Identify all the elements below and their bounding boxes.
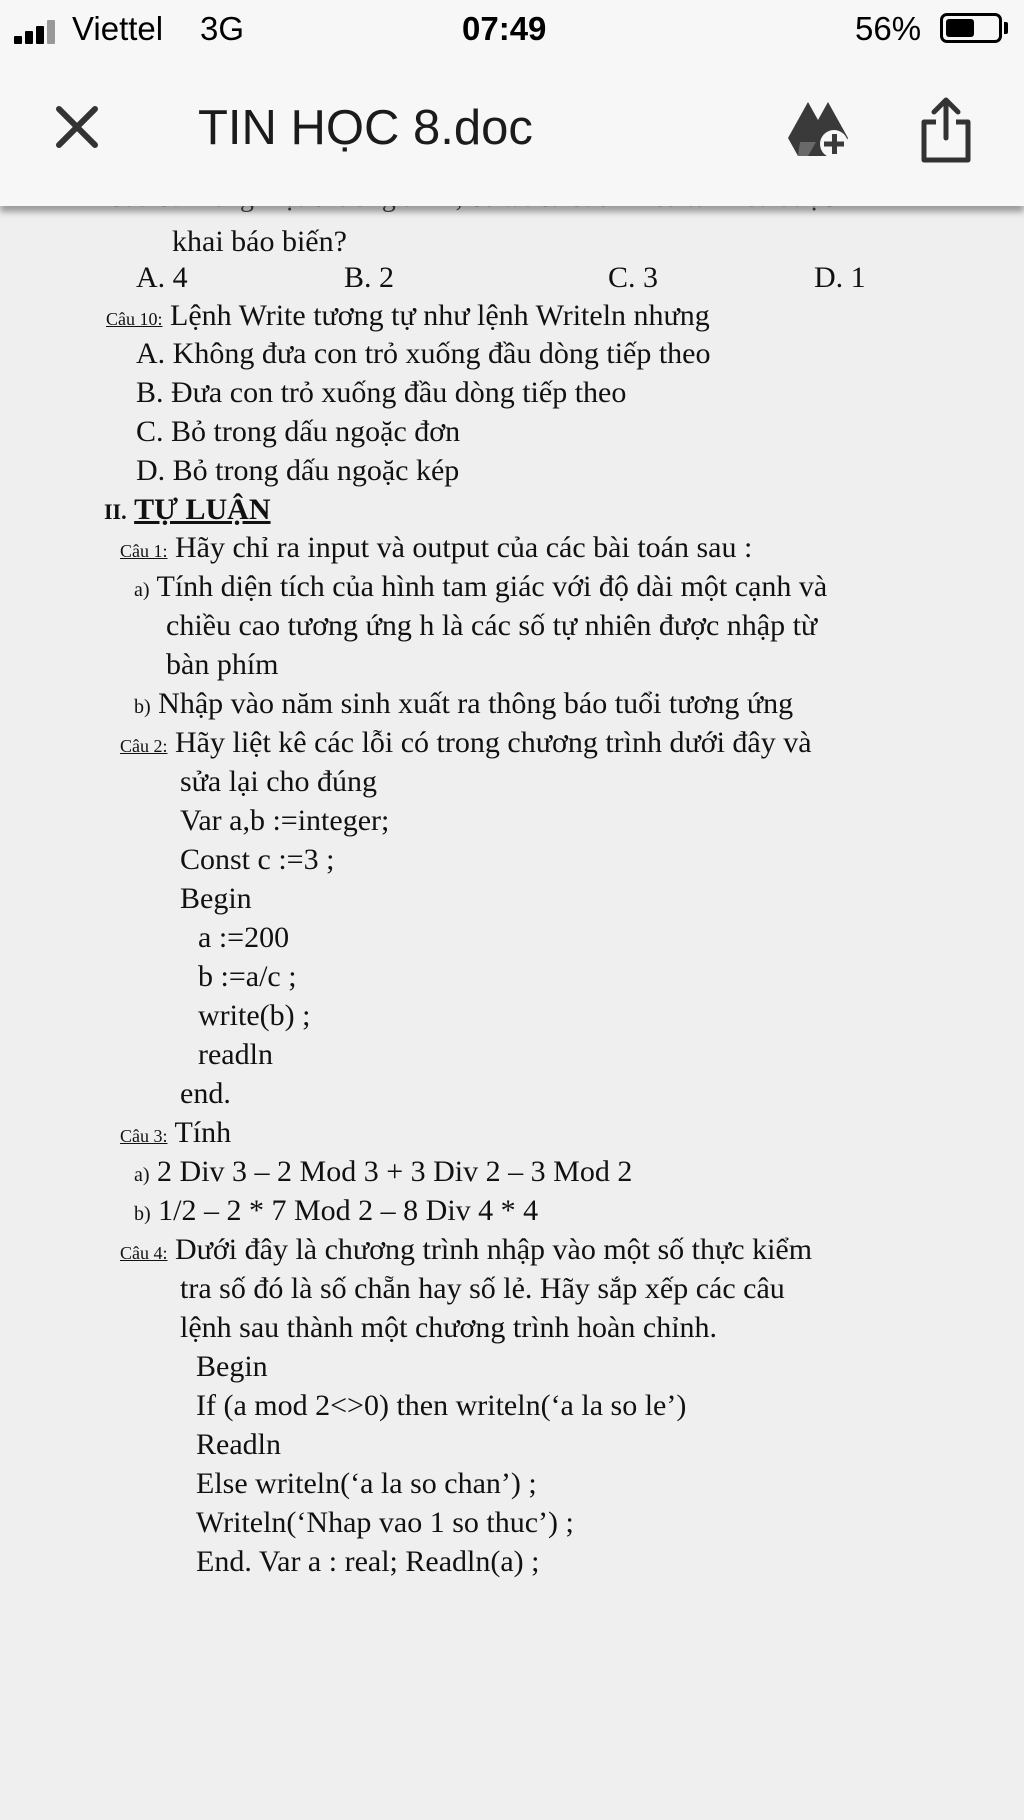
essay-2-line-2: sửa lại cho đúng: [180, 765, 378, 798]
status-bar: [0, 0, 1024, 60]
document-viewer[interactable]: [0, 206, 1024, 1820]
clock: 07:49: [462, 10, 547, 47]
question-9-continuation: khai báo biến?: [172, 225, 347, 258]
code-line: Writeln(‘Nhap vao 1 so thuc’) ;: [196, 1506, 574, 1539]
essay-3a: [134, 1152, 632, 1195]
question-text: Tính: [174, 1116, 232, 1149]
battery-level-fill: [946, 19, 974, 37]
essay-question-3: [120, 1113, 231, 1156]
item-text: 1/2 – 2 * 7 Mod 2 – 8 Div 4 * 4: [158, 1194, 539, 1227]
code-line: Else writeln(‘a la so chan’) ;: [196, 1467, 537, 1500]
code-line: End. Var a : real; Readln(a) ;: [196, 1545, 540, 1578]
battery-icon: [940, 13, 1002, 43]
question-label: Câu 10:: [106, 309, 163, 329]
essay-question-1: [120, 528, 752, 571]
code-line: write(b) ;: [198, 999, 311, 1032]
item-label: b): [134, 1203, 151, 1225]
essay-1a-line-2: chiều cao tương ứng h là các số tự nhiên được nhập từ: [166, 609, 818, 642]
code-line: Begin: [180, 882, 252, 915]
battery-tip: [1004, 22, 1008, 34]
document-toolbar: [0, 60, 1024, 206]
cut-off-line: [106, 206, 926, 216]
section-heading: [104, 490, 271, 531]
code-line: Readln: [196, 1428, 281, 1461]
question-text: Lệnh Write tương tự như lệnh Writeln nhưng: [170, 299, 710, 332]
code-line: Begin: [196, 1350, 268, 1383]
question-10: [106, 296, 710, 339]
essay-1b: [134, 684, 793, 727]
signal-strength-icon: [14, 20, 64, 44]
essay-1a-line-3: bàn phím: [166, 648, 279, 681]
question-text: Hãy chỉ ra input và output của các bài toán sau :: [175, 531, 753, 564]
network-type: 3G: [200, 10, 245, 47]
drive-add-icon[interactable]: [786, 100, 850, 160]
code-line: readln: [198, 1038, 273, 1071]
carrier-name: Viettel: [72, 10, 164, 47]
essay-1a: [134, 567, 827, 610]
q9-option-a: A. 4: [136, 261, 188, 294]
code-line: b :=a/c ;: [198, 960, 297, 993]
essay-4-line-2: tra số đó là số chẵn hay số lẻ. Hãy sắp xếp các câu: [180, 1272, 785, 1305]
item-label: b): [134, 696, 151, 718]
item-text: 2 Div 3 – 2 Mod 3 + 3 Div 2 – 3 Mod 2: [157, 1155, 633, 1188]
question-label: Câu 2:: [120, 736, 168, 756]
essay-question-2: [120, 723, 812, 766]
essay-3b: [134, 1191, 538, 1234]
section-number: II.: [104, 499, 127, 524]
question-text: Dưới đây là chương trình nhập vào một số thực kiểm: [175, 1233, 813, 1266]
q9-option-c: C. 3: [608, 261, 659, 294]
item-text: Tính diện tích của hình tam giác với độ dài một cạnh và: [156, 570, 828, 603]
question-label: Câu 3:: [120, 1126, 168, 1146]
section-title: TỰ LUẬN: [134, 493, 271, 526]
essay-4-line-3: lệnh sau thành một chương trình hoàn chỉnh.: [180, 1311, 718, 1344]
q9-option-d: D. 1: [814, 261, 866, 294]
q10-option-c: C. Bỏ trong dấu ngoặc đơn: [136, 415, 461, 448]
q9-option-b: B. 2: [344, 261, 395, 294]
item-label: a): [134, 579, 150, 601]
item-label: a): [134, 1164, 150, 1186]
battery-percentage: 56%: [855, 10, 922, 47]
q10-option-d: D. Bỏ trong dấu ngoặc kép: [136, 454, 460, 487]
question-label: Câu 1:: [120, 541, 168, 561]
code-line: a :=200: [198, 921, 290, 954]
question-label: Câu 4:: [120, 1243, 168, 1263]
share-icon[interactable]: [920, 96, 972, 164]
code-line: If (a mod 2<>0) then writeln(‘a la so le’): [196, 1389, 687, 1422]
close-icon[interactable]: [54, 104, 100, 150]
document-title: TIN HỌC 8.doc: [198, 101, 533, 155]
q10-option-b: B. Đưa con trỏ xuống đầu dòng tiếp theo: [136, 376, 627, 409]
code-line: Const c :=3 ;: [180, 843, 335, 876]
code-line: end.: [180, 1077, 231, 1110]
q10-option-a: A. Không đưa con trỏ xuống đầu dòng tiếp theo: [136, 337, 711, 370]
question-text: Hãy liệt kê các lỗi có trong chương trình dưới đây và: [175, 726, 812, 759]
essay-question-4: [120, 1230, 812, 1273]
code-line: Var a,b :=integer;: [180, 804, 390, 837]
item-text: Nhập vào năm sinh xuất ra thông báo tuổi tương ứng: [158, 687, 794, 720]
